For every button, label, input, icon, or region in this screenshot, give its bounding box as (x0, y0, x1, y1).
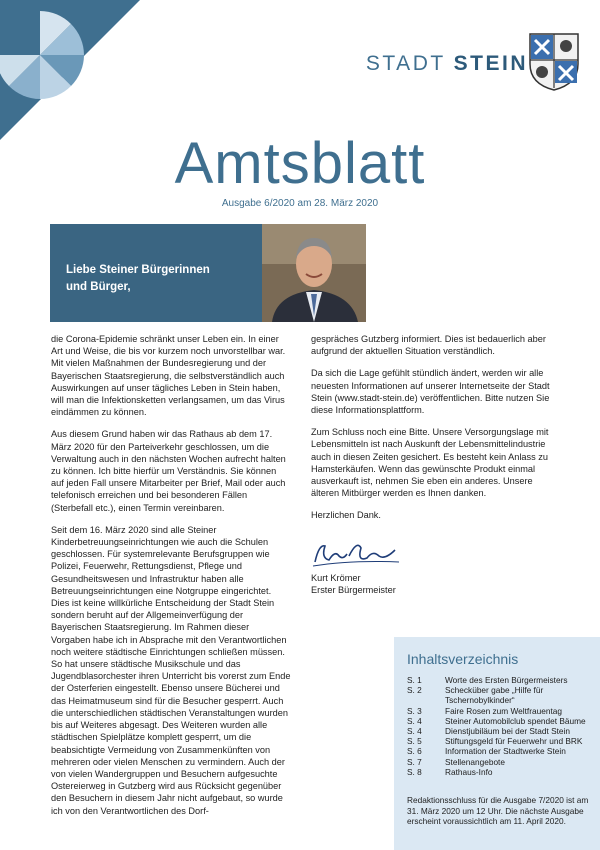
corner-graphic (0, 0, 140, 140)
signoff-role: Erster Bürgermeister (311, 585, 396, 595)
toc-entry: Information der Stadtwerke Stein (445, 746, 566, 757)
deadline-note: Redaktionsschluss für die Ausgabe 7/2020 ist am 31. März 2020 um 12 Uhr. Die nächste Ausgabe erscheint voraussichtlich am 11. April 2020. (407, 795, 589, 827)
letter-paragraph: Seit dem 16. März 2020 sind alle Steiner Kinderbetreuungseinrichtungen wie auch die Schulen geschlossen. Für systemrelevante Berufsgruppen wie Polizei, Feuerwehr, Rettungsdienst, Pflege und Gesundheitswesen und Infrastruktur haben alle Betreuungseinrichtungen eine Notgruppe eingerichtet. Dies ist keine willkürliche Entscheidung der Stadt Stein sondern beruht auf der Allgemeinverfügung der Bayerischen Staatsregierung. Im Rahmen dieser Vorgaben habe ich in Absprache mit den Verantwortlichen noch weitere städtische Einrichtungen schließen müssen. So hat unsere städtische Musikschule und das Jugendblasorchester ihren Unterricht bis vorerst zum Ende der Osterferien eingestellt. Ebenso unsere Bücherei und das Heimatmuseum sind für die Besucher gesperrt. Auch die unterschiedlichen städtischen Veranstaltungen wurden bis auf Weiteres abgesagt. Des Weiteren wurden alle städtischen Spielplätze komplett gesperrt, um die beabsichtigte Vermeidung von Zusammenkünften von mehreren oder vielen Menschen zu vermindern. Auch der von vielen Wandergruppen und Besuchern aufgesuchte Ostereierweg in Gutzberg wird aus Rücksicht gegenüber den Besuchern in diesem Jahr nicht aufgebaut, so wurde ich von den Verantwortlichen des Dorf- (51, 524, 291, 816)
brand-logo-text (366, 52, 528, 76)
mayor-portrait (262, 224, 366, 322)
toc-entry: Stellenangebote (445, 756, 505, 767)
toc-item (407, 746, 597, 756)
letter-closing: Herzlichen Dank. (311, 510, 381, 521)
toc-item (407, 675, 597, 685)
letter-paragraph: gespräches Gutzberg informiert. Dies ist bedauerlich aber aufgrund der aktuellen Situation verständlich. (311, 334, 546, 357)
table-of-contents (394, 637, 600, 850)
signoff (311, 572, 396, 596)
toc-page: S. 4 (407, 715, 422, 726)
toc-item (407, 736, 597, 746)
toc-page: S. 7 (407, 756, 422, 767)
toc-entry: Rathaus-Info (445, 766, 493, 777)
toc-item (407, 685, 597, 695)
letter-column-1 (51, 333, 291, 827)
toc-item (407, 726, 597, 736)
toc-item (407, 767, 597, 777)
letter-column-2 (311, 333, 551, 532)
greeting-line-1: Liebe Steiner Bürgerinnen (66, 264, 210, 276)
signoff-name: Kurt Krömer (311, 573, 361, 583)
toc-item (407, 716, 597, 726)
toc-page: S. 6 (407, 746, 422, 757)
greeting-line-2: und Bürger, (66, 281, 131, 293)
toc-page: S. 2 (407, 685, 422, 696)
toc-page: S. 5 (407, 736, 422, 747)
toc-entry: Worte des Ersten Bürgermeisters (445, 675, 568, 685)
edition-line: Ausgabe 6/2020 am 28. März 2020 (221, 198, 379, 209)
toc-page: S. 8 (407, 766, 422, 777)
toc-page: S. 1 (407, 675, 422, 685)
toc-entry: Dienstjubiläum bei der Stadt Stein (445, 726, 570, 737)
toc-page (407, 695, 445, 705)
letter-paragraph: Aus diesem Grund haben wir das Rathaus ab dem 17. März 2020 für den Parteiverkehr geschlossen, um die Verwaltung auch in den nächsten Wochen aufrecht halten zu können. Ich bitte hierfür um Verständnis. Sie können auf jeden Fall unsere Mitarbeiter per Brief, Mail oder auch telefonisch erreichen und bei besonderen Fällen (Sterbefall etc.), einen Termin vereinbaren. (51, 429, 286, 513)
toc-title: Inhaltsverzeichnis (407, 651, 519, 667)
brand-name: STEIN (453, 52, 528, 75)
toc-entry: Faire Rosen zum Weltfrauentag (445, 705, 562, 716)
toc-item (407, 757, 597, 767)
coat-of-arms-icon (526, 30, 582, 92)
toc-entry: Tschernobylkinder“ (445, 695, 515, 706)
toc-page: S. 4 (407, 726, 422, 737)
toc-item (407, 695, 597, 705)
toc-page: S. 3 (407, 705, 422, 716)
toc-entry: Stiftungsgeld für Feuerwehr und BRK (445, 736, 583, 747)
toc-entry: Schecküber gabe „Hilfe für (445, 685, 544, 696)
handwritten-signature (311, 536, 401, 570)
page-title: Amtsblatt (174, 131, 426, 196)
letter-paragraph: die Corona-Epidemie schränkt unser Leben ein. In einer Art und Weise, die bis vor kurzem noch unvorstellbar war. Mit vielen Maßnahmen der Bundesregierung und der Bayerischen Staatsregierung, die selbstverständlich auch Auswirkungen auf unser tägliches Leben in Stein haben, will man die Infektionsketten verlangsamen, um das Virus eindämmen zu können. (51, 334, 286, 418)
toc-entry: Steiner Automobilclub spendet Bäume (445, 715, 586, 726)
toc-item (407, 706, 597, 716)
brand-prefix: STADT (365, 52, 446, 75)
letter-paragraph: Zum Schluss noch eine Bitte. Unsere Versorgungslage mit Lebensmitteln ist nach Auskunft der Lebensmittelindustrie auch in diesen Zeiten gesichert. Es besteht kein Anlass zu Hamsterkäufen. Wenn das gewünschte Produkt einmal ausverkauft ist, nehmen Sie eben ein anderes. Unsere älteren Mitbürger werden es Ihnen danken. (311, 427, 549, 499)
greeting (66, 262, 210, 296)
letter-paragraph: Da sich die Lage gefühlt stündlich ändert, werden wir alle neuesten Informationen auf unserer Internetseite der Stadt Stein (www.stadt-stein.de) veröffentlichen. Bitte nutzen Sie diese Informationsplattform. (311, 368, 550, 416)
toc-list (407, 675, 597, 777)
